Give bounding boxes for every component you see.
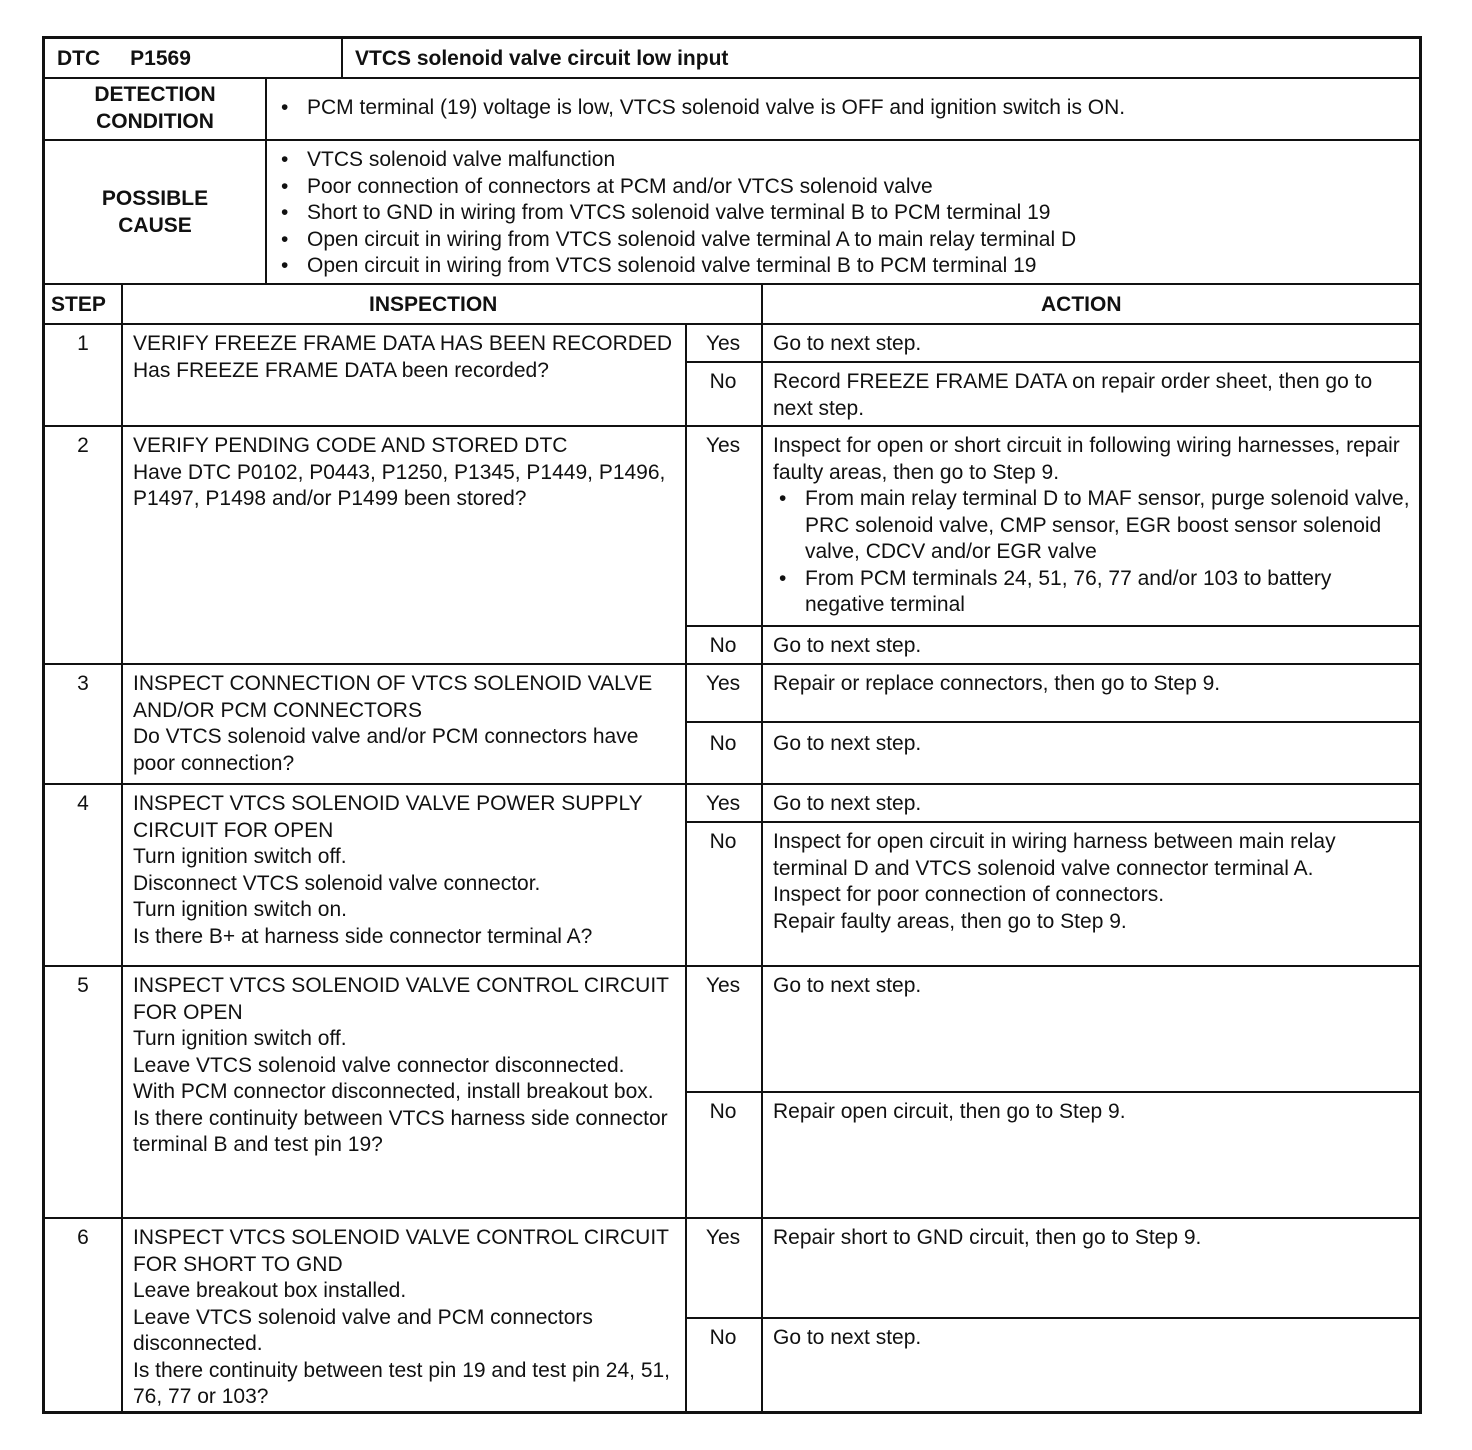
possible-cause-item: • Open circuit in wiring from VTCS solenoid valve terminal B to PCM terminal 19 [275,253,1076,280]
dtc-number: P1569 [130,47,191,70]
dtc-table [42,36,1422,1414]
step-number: 3 [77,672,89,695]
dtc-title: VTCS solenoid valve circuit low input [355,47,729,70]
detection-condition-label: DETECTION CONDITION [45,77,267,139]
step-inspection: INSPECT VTCS SOLENOID VALVE CONTROL CIRCUIT FOR OPEN Turn ignition switch off. Leave VTCS solenoid valve connector disconnected. With PCM connector disconnected, install breakout box. Is there continuity between VTCS harness side connector terminal B and test pin 19? [133,974,669,1156]
no-action: Go to next step. [773,634,922,657]
yes-action: Go to next step. [773,332,922,355]
possible-cause-item: • Open circuit in wiring from VTCS solenoid valve terminal A to main relay terminal D [275,227,1076,254]
step-inspection: INSPECT VTCS SOLENOID VALVE POWER SUPPLY CIRCUIT FOR OPEN Turn ignition switch off. Disconnect VTCS solenoid valve connector. Turn ignition switch on. Is there B+ at harness side connector terminal A? [133,792,643,948]
yes-action: Go to next step. [773,974,922,997]
yes-label: Yes [705,332,741,355]
yes-label: Yes [705,434,741,457]
no-action: Record FREEZE FRAME DATA on repair order sheet, then go to next step. [773,370,1373,420]
action-bullet: • From PCM terminals 24, 51, 76, 77 and/or 103 to battery negative terminal [773,566,1413,619]
yes-label: Yes [705,974,741,997]
possible-cause-row [45,141,1419,285]
possible-cause-label: POSSIBLE CAUSE [45,141,267,283]
step-number: 2 [77,434,89,457]
no-action: Inspect for open circuit in wiring harness between main relay terminal D and VTCS solenoid valve connector terminal A. Inspect for poor connection of connectors. Repair faulty areas, then go to Step 9. [773,830,1336,933]
yes-action: Go to next step. [773,792,922,815]
step-inspection: VERIFY FREEZE FRAME DATA HAS BEEN RECORDED Has FREEZE FRAME DATA been recorded? [133,332,673,382]
detection-condition-item: • PCM terminal (19) voltage is low, VTCS solenoid valve is OFF and ignition switch is ON. [275,95,1125,122]
step-inspection: VERIFY PENDING CODE AND STORED DTC Have DTC P0102, P0443, P1250, P1345, P1449, P1496, P1497, P1498 and/or P1499 been stored? [133,434,666,510]
no-action: Go to next step. [773,1326,922,1349]
action-column-header: ACTION [1041,293,1122,316]
step-number: 6 [77,1226,89,1249]
possible-cause-item: • Short to GND in wiring from VTCS solenoid valve terminal B to PCM terminal 19 [275,200,1076,227]
detection-condition-row [45,77,1419,141]
step-number: 4 [77,792,89,815]
no-action: Repair open circuit, then go to Step 9. [773,1100,1126,1123]
no-label: No [709,1100,737,1123]
step-column-header: STEP [51,293,106,316]
no-label: No [709,830,737,853]
dtc-code [57,47,221,71]
inspection-column-header: INSPECTION [369,293,498,316]
yes-label: Yes [705,672,741,695]
step-number: 5 [77,974,89,997]
no-label: No [709,370,737,393]
yes-label: Yes [705,792,741,815]
possible-cause-item: • Poor connection of connectors at PCM and/or VTCS solenoid valve [275,174,1076,201]
step-number: 1 [77,332,89,355]
column-headers [45,285,1419,325]
no-action: Go to next step. [773,732,922,755]
yes-action: Inspect for open or short circuit in following wiring harnesses, repair faulty areas, then go to Step 9. • From main relay terminal D to MAF sensor, purge solenoid valve, PRC solenoid valve, CMP sensor, EGR boost sensor solenoid valve, CDCV and/or EGR valve • From PCM terminals 24, 51, 76, 77 and/or 103 to battery negative terminal [773,433,1413,619]
yes-label: Yes [705,1226,741,1249]
dtc-header [45,39,1419,79]
possible-cause-item: • VTCS solenoid valve malfunction [275,147,1076,174]
no-label: No [709,732,737,755]
yes-action: Repair short to GND circuit, then go to Step 9. [773,1226,1202,1249]
step-inspection: INSPECT VTCS SOLENOID VALVE CONTROL CIRCUIT FOR SHORT TO GND Leave breakout box installed. Leave VTCS solenoid valve and PCM connectors disconnected. Is there continuity between test pin 19 and test pin 24, 51, 76, 77 or 103? [133,1226,671,1408]
step-inspection: INSPECT CONNECTION OF VTCS SOLENOID VALVE AND/OR PCM CONNECTORS Do VTCS solenoid valve and/or PCM connectors have poor connection? [133,672,653,775]
yes-action: Repair or replace connectors, then go to Step 9. [773,672,1221,695]
no-label: No [709,634,737,657]
no-label: No [709,1326,737,1349]
action-bullet: • From main relay terminal D to MAF sensor, purge solenoid valve, PRC solenoid valve, CMP sensor, EGR boost sensor solenoid valve, CDCV and/or EGR valve [773,486,1413,566]
dtc-label: DTC [57,47,101,70]
